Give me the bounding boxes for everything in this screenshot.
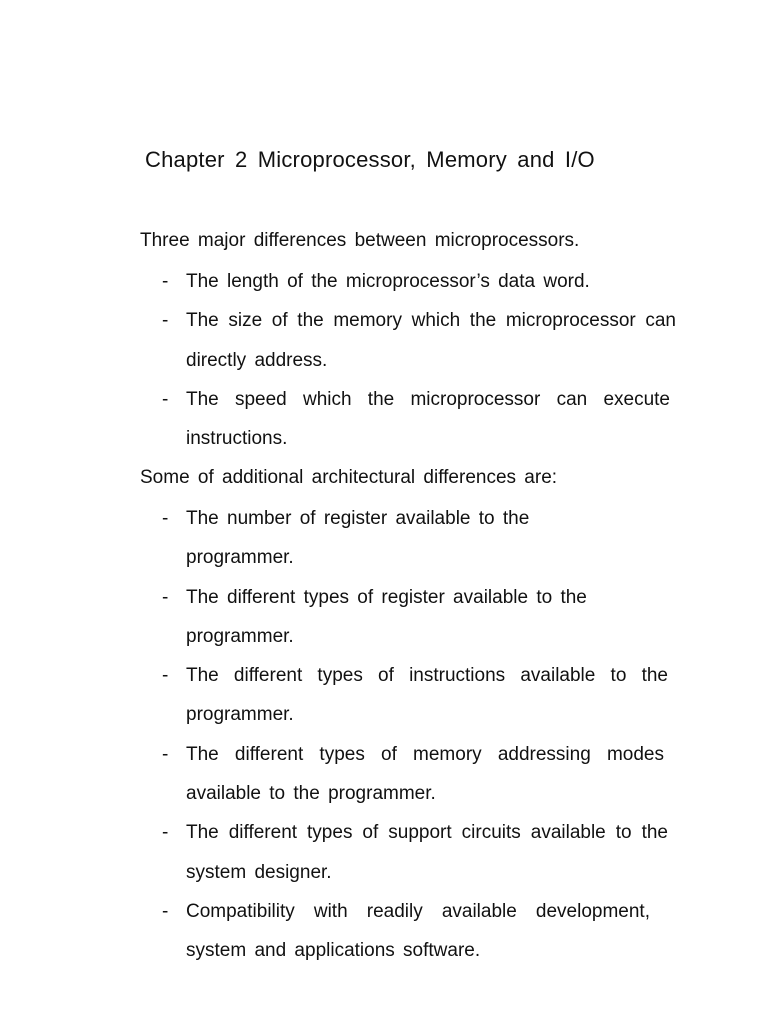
list-item-text: The length of the microprocessor’s data word.: [186, 271, 590, 292]
list-item: [140, 813, 680, 892]
list-item: [140, 656, 680, 735]
chapter-title: Chapter 2 Microprocessor, Memory and I/O: [145, 147, 595, 172]
list-item: [140, 499, 680, 578]
list-item: [140, 380, 680, 459]
bullet-dash: -: [162, 900, 169, 922]
list-item: [140, 892, 680, 971]
list-item-text: The different types of register available to the programmer.: [186, 586, 587, 647]
list-item-text: Compatibility with readily available development, system and applications software.: [186, 900, 650, 962]
list-item: [140, 578, 680, 657]
bullet-dash: -: [162, 271, 169, 292]
bullet-dash: -: [162, 508, 169, 529]
list-item-text: The speed which the microprocessor can execute instructions.: [186, 388, 670, 450]
list-item-text: The different types of instructions available to the programmer.: [186, 665, 668, 726]
list-item-text: The different types of memory addressing modes available to the programmer.: [186, 743, 664, 805]
list-item-text: The number of register available to the programmer.: [186, 508, 530, 569]
section1-list: [140, 262, 680, 458]
bullet-dash: -: [162, 743, 169, 765]
bullet-dash: -: [162, 822, 169, 844]
section2-list: [140, 499, 680, 971]
list-item: [140, 262, 680, 301]
bullet-dash: -: [162, 586, 169, 608]
list-item-text: The different types of support circuits available to the system designer.: [186, 822, 668, 883]
section1-intro: Three major differences between microprocessors.: [140, 230, 580, 251]
list-item: [140, 735, 680, 814]
list-item-text: The size of the memory which the microprocessor can directly address.: [186, 310, 676, 371]
section2-intro: Some of additional architectural differences are:: [140, 467, 558, 488]
list-item: [140, 301, 680, 380]
bullet-dash: -: [162, 388, 169, 410]
bullet-dash: -: [162, 310, 169, 332]
bullet-dash: -: [162, 665, 169, 687]
